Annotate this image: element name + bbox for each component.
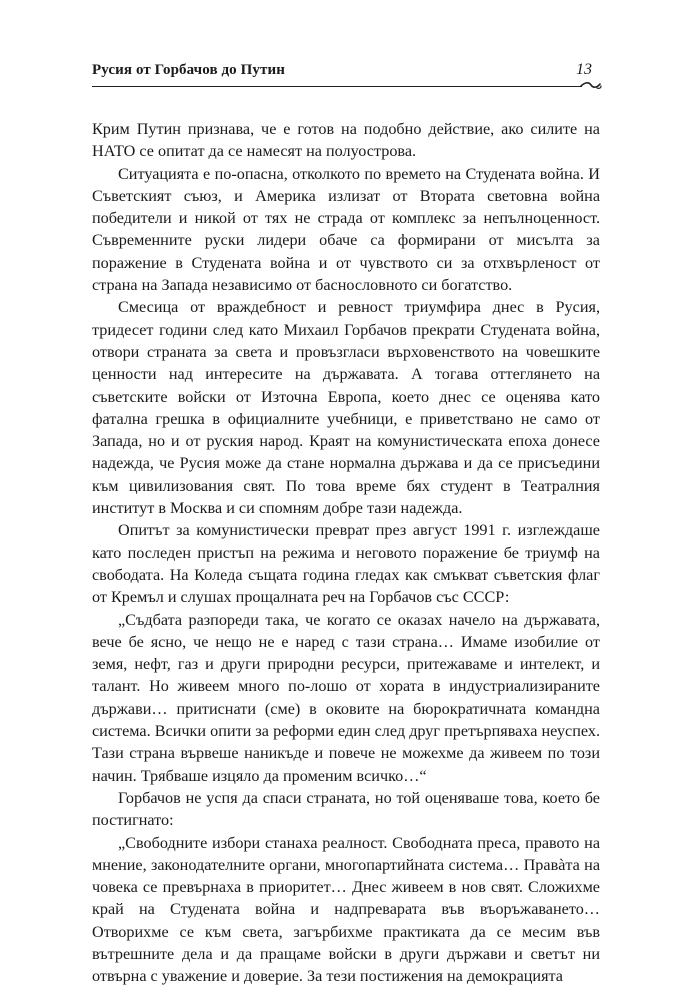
paragraph: Опитът за комунистически преврат през август 1991 г. изглеждаше като последен пристъп на режима и неговото поражение бе триумф на свободата. На Коледа същата година гледах как смъкват съветския флаг от Кремъл и слушах прощалната реч на Горбачов със СССР: <box>92 521 600 607</box>
body-text <box>92 118 600 988</box>
paragraph: Смесица от враждебност и ревност триумфира днес в Русия, тридесет години след като Михаил Горбачов прекрати Студената война, отвори страната за света и провъзгласи върховенството на човешките ценности над интересите на държавата. А тогава оттеглянето на съветските войски от Източна Европа, което днес се оценява като фатална грешка в официалните учебници, е приветствано не само от Запада, но и от руския народ. Краят на комунистическата епоха донесе надежда, че Русия може да стане нормална държава и да се присъедини към цивилизования свят. По това време бях студент в Театралния институт в Москва и си спомням добре тази надежда. <box>92 298 600 518</box>
quote-paragraph: „Съдбата разпореди така, че когато се оказах начело на държавата, вече бе ясно, че нещо не е наред с тази страна… Имаме изобилие от земя, нефт, газ и други природни ресурси, притежаваме и интелект, и талант. Но живеем много по-лошо от хората в индустриализираните държави… притиснати (сме) в оковите на бюрократичната командна система. Всички опити за реформи един след друг претърпяваха неуспех. Тази страна вървеше наникъде и повече не можехме да живеем по този начин. Трябваше изцяло да променим всичко…“ <box>92 610 600 785</box>
paragraph: Крим Путин признава, че е готов на подобно действие, ако силите на НАТО се опитат да се намесят на полуострова. <box>92 120 600 161</box>
running-header <box>92 62 600 86</box>
header-rule <box>92 86 582 87</box>
swash-ornament-icon <box>580 79 602 91</box>
paragraph: Горбачов не успя да спаси страната, но той оценяваше това, което бе постигнато: <box>92 788 600 830</box>
book-title: Русия от Горбачов до Путин <box>92 62 285 78</box>
paragraph: Ситуацията е по-опасна, отколкото по времето на Студената война. И Съветският съюз, и Америка излизат от Втората световна война победители и никой от тях не страда от комплекс за непълноценност. Съвременните руски лидери обаче са формирани от мисълта за поражение в Студената война и от чувството си за отхвърленост от страна на Запада независимо от баснословното си богатство. <box>92 164 600 295</box>
page-number: 13 <box>576 61 592 78</box>
quote-paragraph: „Свободните избори станаха реалност. Свободната преса, правото на мнение, законодателните органи, многопартийната система… Правàта на човека се превърнаха в приоритет… Днес живеем в нов свят. Сложихме край на Студената война и надпреварата във въоръжаването… Отворихме се към света, загърбихме практиката да се месим във вътрешните дела и да пращаме войски в други държави и светът ни отвърна с уважение и доверие. За тези постижения на демокрацията <box>92 833 600 986</box>
